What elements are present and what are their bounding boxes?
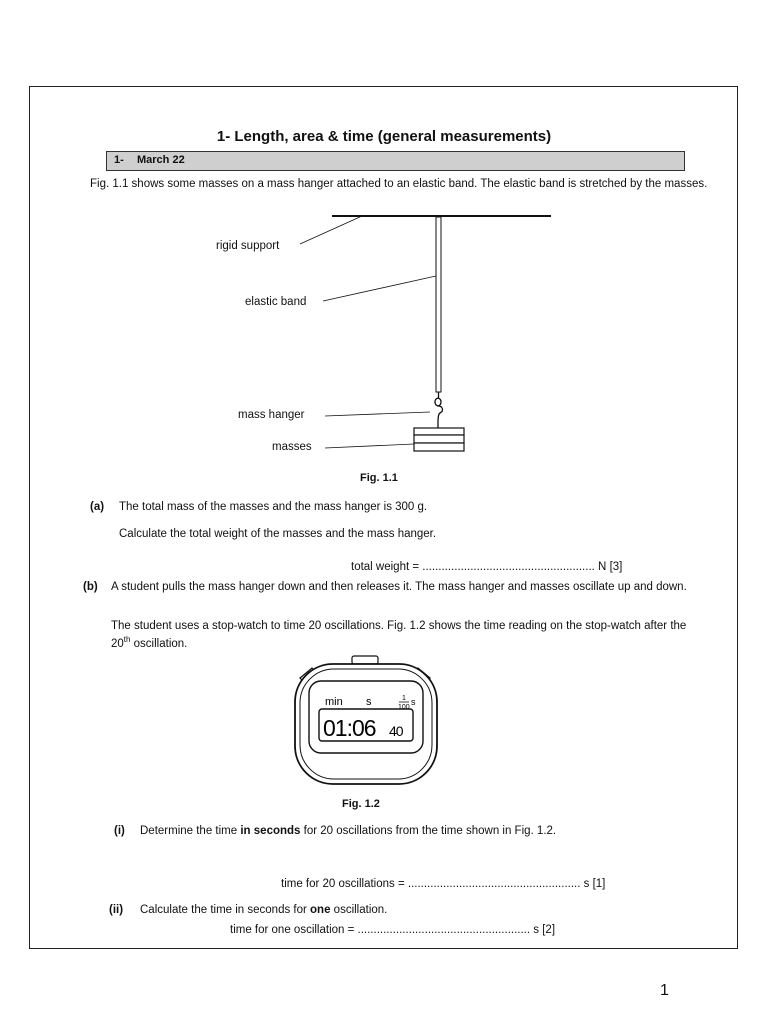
part-a-text: The total mass of the masses and the mass hanger is 300 g. — [119, 501, 428, 513]
masses-stack — [414, 428, 464, 451]
part-b-ii-unit: s — [533, 924, 540, 936]
stopwatch-display-main: 01:06 — [323, 715, 376, 741]
hanger-hook-shape — [438, 406, 442, 428]
part-a-answer-label: total weight = — [351, 561, 420, 573]
part-b-ii-answer-label: time for one oscillation = — [230, 924, 355, 936]
stopwatch-frac-unit: s — [411, 697, 416, 707]
page-number: 1 — [660, 982, 669, 999]
stopwatch-frac-num: 1 — [402, 695, 406, 702]
elastic-band-shape — [436, 217, 441, 392]
part-b-ii-marks: [2] — [542, 924, 556, 936]
part-a-instruction: Calculate the total weight of the masses and the mass hanger. — [119, 528, 437, 540]
part-b-ii-text — [140, 903, 387, 917]
part-a-answer-dots[interactable]: ...................................................... — [422, 561, 595, 573]
part-b-i-answer-label: time for 20 oscillations = — [281, 878, 405, 890]
part-b-i-text-end: for 20 oscillations from the time shown in Fig. 1.2. — [300, 825, 557, 837]
part-b-i-answer-dots[interactable]: ...................................................... — [407, 878, 581, 890]
stopwatch-frac-den: 100 — [398, 704, 410, 711]
label-mass-hanger: mass hanger — [238, 409, 305, 421]
stopwatch-label-s: s — [366, 696, 372, 708]
part-b-ii-text-end: oscillation. — [330, 904, 388, 916]
part-b-ii-answer-dots[interactable]: ...................................................... — [357, 924, 531, 936]
part-b-i-answer-line — [281, 877, 605, 891]
part-b-label: (b) — [83, 581, 98, 593]
part-a-label: (a) — [90, 501, 105, 513]
part-b-ii-label: (ii) — [109, 904, 124, 916]
question-number: 1- — [114, 154, 124, 166]
part-b-text2-sup: th — [123, 635, 131, 644]
part-b-i-unit: s — [583, 878, 590, 890]
part-b-i-label: (i) — [114, 825, 125, 837]
part-b-text2 — [111, 619, 701, 651]
intro-text: Fig. 1.1 shows some masses on a mass hanger attached to an elastic band. The elastic band is stretched by the masses. — [90, 178, 708, 190]
part-b-text2-main: The student uses a stop-watch to time 20 oscillations. Fig. 1.2 shows the time reading on the stop-watch after the 20 — [111, 620, 687, 650]
part-b-text: A student pulls the mass hanger down and then releases it. The mass hanger and masses oscillate up and down. — [111, 581, 687, 593]
stopwatch-figure — [290, 654, 442, 788]
stopwatch-display-small: 40 — [389, 723, 403, 739]
label-masses: masses — [272, 441, 312, 453]
part-b-i-text-bold: in seconds — [240, 825, 301, 837]
part-a-answer-line — [351, 560, 622, 574]
figure-1-1-caption: Fig. 1.1 — [360, 472, 398, 484]
part-b-i-marks: [1] — [592, 878, 606, 890]
stopwatch-label-min: min — [325, 696, 343, 708]
part-b-ii-text-bold: one — [310, 904, 331, 916]
page-title: 1- Length, area & time (general measurements) — [216, 128, 552, 145]
part-b-i-text — [140, 824, 556, 838]
part-b-ii-text-start: Calculate the time in seconds for — [140, 904, 311, 916]
label-elastic-band: elastic band — [245, 296, 307, 308]
part-a-unit: N — [598, 561, 607, 573]
stopwatch-top-button — [352, 656, 378, 664]
part-b-ii-answer-line — [230, 923, 555, 937]
question-date: March 22 — [137, 154, 185, 166]
part-b-i-text-start: Determine the time — [140, 825, 241, 837]
part-a-marks: [3] — [609, 561, 623, 573]
label-rigid-support: rigid support — [216, 240, 280, 252]
part-b-text2-end: oscillation. — [130, 637, 188, 650]
figure-1-2-caption: Fig. 1.2 — [342, 798, 380, 810]
